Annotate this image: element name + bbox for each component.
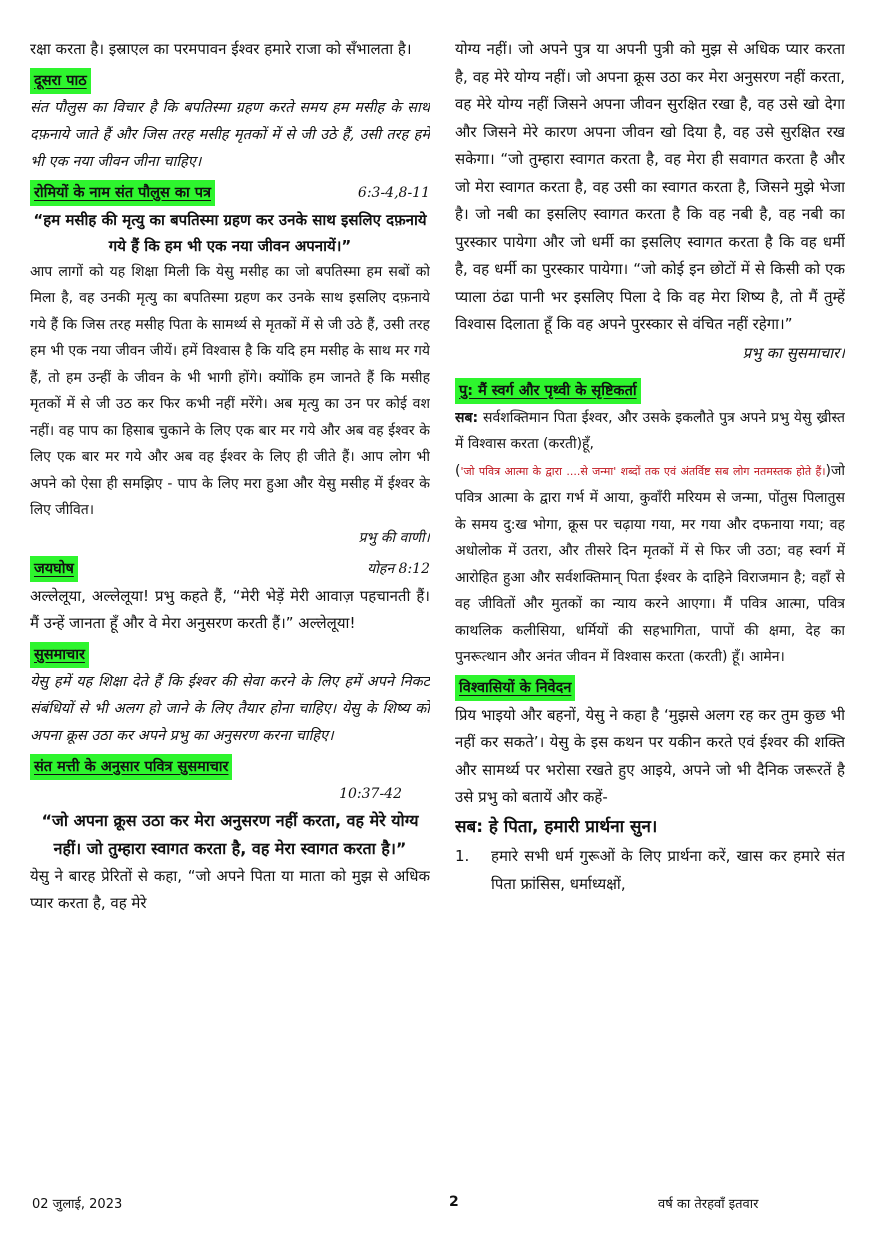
gospel-heading: सुसमाचार bbox=[30, 642, 89, 668]
gospel-book-title: संत मत्ती के अनुसार पवित्र सुसमाचार bbox=[30, 754, 232, 780]
creed-text-part1: सर्वशक्तिमान पिता ईश्वर, और उसके इकलौते पुत्र अपने प्रभु येसु ख्रीस्त में विश्वास करता (करती)हूँ, bbox=[455, 409, 845, 452]
footer-sunday-title: वर्ष का तेरहवाँ इतवार bbox=[658, 1197, 759, 1212]
second-reading-title-row bbox=[30, 179, 430, 207]
prayers-heading-row bbox=[455, 674, 845, 702]
prayer-item-number: 1. bbox=[455, 846, 470, 865]
right-column bbox=[455, 36, 845, 898]
acclamation-text: अल्लेलूया, अल्लेलूया! प्रभु कहते हैं, “मेरी भेड़ें मेरी आवाज़ पहचानती हैं। मैं उन्हें जानता हूँ और वे मेरा अनुसरण करती हैं।” अल्लेलूया! bbox=[30, 586, 430, 632]
creed-lead: सब: bbox=[455, 409, 479, 426]
second-reading-body: आप लागों को यह शिक्षा मिली कि येसु मसीह का जो बपतिस्मा हम सबों को मिला है, वह उनकी मृत्यु का बपतिस्मा ग्रहण कर उनके साथ इसलिए दफ़नाये गये हैं कि जिस तरह मसीह पिता के सामर्थ्य से मृतकों में से जी उठे हैं, उसी तरह हम भी एक नया जीवन जीयें। हमें विश्वास है कि यदि हम मसीह के साथ मर गये हैं, तो हम उन्हीं के जीवन के भी भागी होंगे। क्योंकि हम जानते हैं कि मसीह मृतकों में से जी उठ कर फिर कभी नहीं मरेंगे। अब मृत्यु का उन पर कोई वश नहीं। वह पाप का हिसाब चुकाने के लिए एक बार मर गये और अब वह ईश्वर के लिए एक बार मर गये और अब वह ईश्वर के लिए ही जीते हैं। आप लोग भी अपने को ऐसा ही समझिए - पाप के लिए मरा हुआ और येसु मसीह में ईश्वर के लिए जीवित। bbox=[30, 263, 430, 518]
gospel-reference: 10:37-42 bbox=[339, 785, 402, 802]
gospel-body-continued: योग्य नहीं। जो अपने पुत्र या अपनी पुत्री को मुझ से अधिक प्यार करता है, वह मेरे योग्य नहीं। जो अपना क्रूस उठा कर मेरा अनुसरण नहीं करता, वह मेरे योग्य नहीं जिसने अपना जीवन सुरक्षित रखा है, वह उसे खो देगा और जिसने मेरे कारण अपना जीवन खो दिया है, वह उसे सुरक्षित रख सकेगा। “जो तुम्हारा स्वागत करता है, वह मेरा ही सवागत करता है और जो मेरा स्वागत करता है, वह उसी का स्वागत करता है, जिसने मुझे भेजा है। जो नबी का इसलिए स्वागत करता है कि वह नबी है, वह नबी का पुरस्कार पायेगा और जो धर्मी का इसलिए स्वागत करता है कि वह धर्मी है, वह धर्मी का पुरस्कार पायेगा। “जो कोई इन छोटों में से किसी को एक प्याला ठंढा पानी भर इसलिए पिला दे कि वह मेरा शिष्य है, तो मैं तुम्हें विश्वास दिलाता हूँ कि वह अपने पुरस्कार से वंचित नहीं रहेगा।” bbox=[455, 40, 845, 333]
prayer-item-text: हमारे सभी धर्म गुरूओं के लिए प्रार्थना करें, खास कर हमारे संत पिता फ्रांसिस, धर्माध्यक्षों, bbox=[491, 846, 845, 893]
footer-page-number: 2 bbox=[449, 1194, 459, 1210]
gospel-intro: येसु हमें यह शिक्षा देते हैं कि ईश्वर की सेवा करने के लिए हमें अपने निकट संबंधियों से भी अलग हो जाने के लिए तैयार होना चाहिए। येसु के शिष्य को अपना क्रूस उठा कर अपने प्रभु का अनुसरण करना चाहिए। bbox=[30, 673, 430, 744]
acclamation-reference: योहन 8:12 bbox=[367, 561, 430, 577]
prayers-heading: विश्वासियों के निवेदन bbox=[455, 675, 575, 701]
creed-text-part2: )जो पवित्र आत्मा के द्वारा गर्भ में आया, कुवाँरी मरियम से जन्मा, पोंतुस पिलातुस के समय दु:ख भोगा, क्रूस पर चढ़ाया गया, मर गया और दफनाया गया; वह अधोलोक में उतरा, और तीसरे दिन मृतकों में से फिर जी उठा; वह स्वर्ग में आरोहित हुआ और सर्वशक्तिमान् पिता ईश्वर के दाहिने विराजमान है; वहाँ से वह जीवितों और मुतकों का न्याय करने आएगा। मैं पवित्र आत्मा, पवित्र काथलिक कलीसिया, धर्मियों की सहभागिता, पापों की क्षमा, देह का पुनरूत्थान और अनंत जीवन में विश्वास करता (करती) हूँ। आमेन। bbox=[455, 462, 845, 665]
second-reading-heading: दूसरा पाठ bbox=[30, 68, 91, 94]
footer-date: 02 जुलाई, 2023 bbox=[32, 1197, 123, 1212]
creed-heading-row bbox=[455, 377, 845, 405]
second-reading-key-verse: “हम मसीह की मृत्यु का बपतिस्मा ग्रहण कर उनके साथ इसलिए दफ़नाये गये हैं कि हम भी एक नया जीवन अपनायें।” bbox=[33, 210, 427, 255]
creed-heading: पु: मैं स्वर्ग और पृथ्वी के सृष्टिकर्ता bbox=[455, 378, 641, 404]
second-reading-heading-row bbox=[30, 67, 430, 95]
gospel-title-row bbox=[30, 753, 430, 781]
acclamation-heading: जयघोष bbox=[30, 556, 78, 582]
prayers-response: सब: हे पिता, हमारी प्रार्थना सुन। bbox=[455, 816, 658, 837]
second-reading-reference: 6:3-4,8-11 bbox=[357, 184, 430, 201]
creed-rubric-note: 'जो पवित्र आत्मा के द्वारा ....से जन्मा' शब्दों तक एवं अंतर्विष्ट सब लोग नतमस्तक होते हैं। bbox=[460, 464, 826, 478]
psalm-carry-over: रक्षा करता है। इस्राएल का परमपावन ईश्वर हमारे राजा को सँभालता है। bbox=[30, 40, 412, 58]
creed-paren-open: ( bbox=[455, 462, 461, 479]
second-reading-intro: संत पौलुस का विचार है कि बपतिस्मा ग्रहण करते समय हम मसीह के साथ दफ़नाये जाते हैं और जिस तरह मसीह मृतकों में से जी उठे हैं, उसी तरह हमें भी एक नया जीवन जीना चाहिए। bbox=[30, 99, 430, 170]
second-reading-book-title: रोमियों के नाम संत पौलुस का पत्र bbox=[30, 180, 215, 206]
gospel-key-verse: “जो अपना क्रूस उठा कर मेरा अनुसरण नहीं करता, वह मेरे योग्य नहीं। जो तुम्हारा स्वागत करता है, वह मेरा स्वागत करता है।” bbox=[41, 810, 419, 858]
left-column bbox=[30, 36, 430, 918]
gospel-body-start: येसु ने बारह प्रेरितों से कहा, “जो अपने पिता या माता को मुझ से अधिक प्यार करता है, वह मेरे bbox=[30, 866, 430, 912]
acclamation-heading-row bbox=[30, 555, 430, 583]
prayer-item bbox=[455, 842, 845, 898]
creed-text bbox=[455, 405, 845, 671]
second-reading-closing: प्रभु की वाणी। bbox=[358, 529, 430, 546]
gospel-closing: प्रभु का सुसमाचार। bbox=[742, 343, 845, 362]
prayers-intro: प्रिय भाइयो और बहनों, येसु ने कहा है ‘मुझसे अलग रह कर तुम कुछ भी नहीं कर सकते’। येसु के इस कथन पर यकीन करते एवं ईश्वर की शक्ति और सामर्थ्य पर भरोसा रखते हुए आइये, अपने जो भी दैनिक जरूरतें है उसे प्रभु को बतायें और कहें- bbox=[455, 705, 845, 806]
gospel-heading-row bbox=[30, 641, 430, 669]
